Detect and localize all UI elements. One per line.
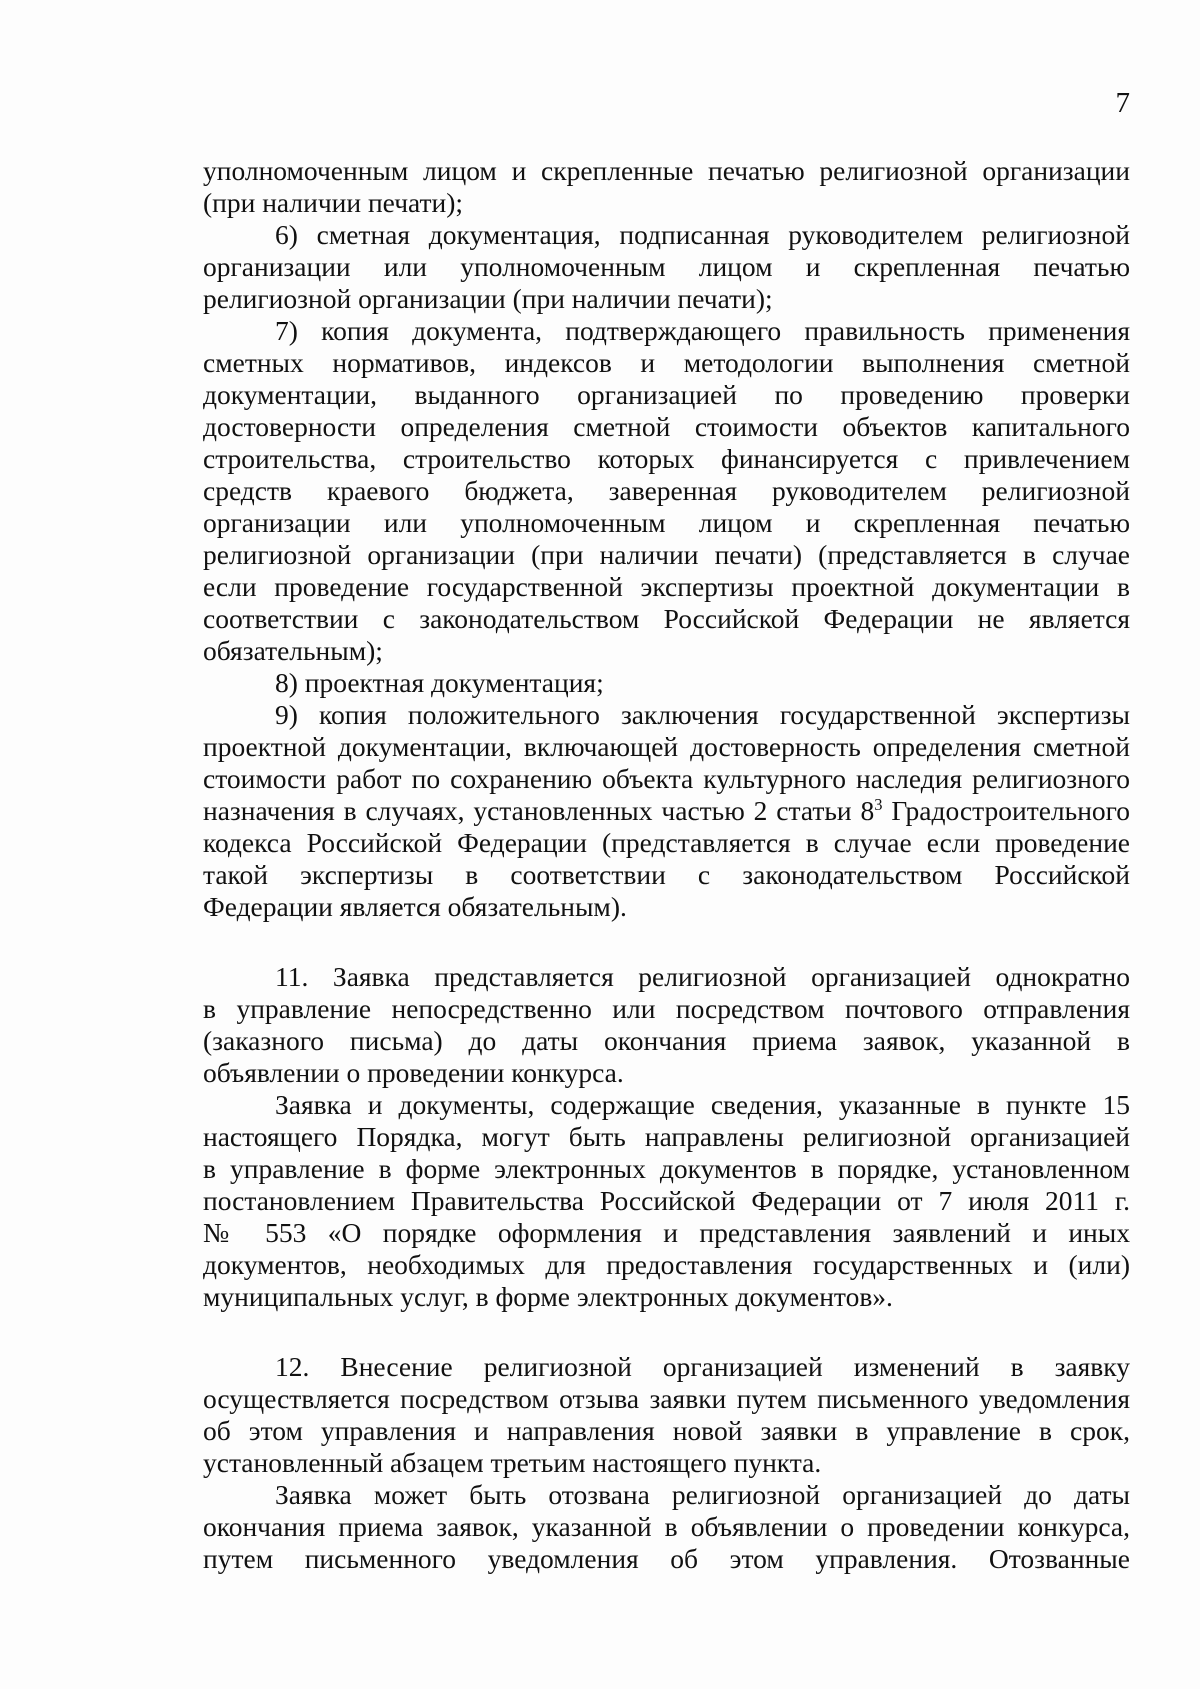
text-line: такой экспертизы в соответствии с законодательством Российской (203, 859, 1130, 890)
paragraph-section-11 (203, 961, 1130, 1089)
text-line: настоящего Порядка, могут быть направлены религиозной организацией (203, 1121, 1130, 1152)
text-line: проектной документации, включающей достоверность определения сметной (203, 731, 1130, 762)
superscript: 3 (874, 795, 883, 815)
text-line: религиозной организации (при наличии печати); (203, 283, 773, 314)
text-line: Федерации является обязательным). (203, 891, 627, 922)
paragraph-item-6 (203, 219, 1130, 315)
text-line: в управление непосредственно или посредством почтового отправления (203, 993, 1130, 1024)
text-line: документации, выданного организацией по проведению проверки (203, 379, 1130, 410)
text-line: постановлением Правительства Российской Федерации от 7 июля 2011 г. (203, 1185, 1130, 1216)
text-line: обязательным); (203, 635, 383, 666)
text-line: об этом управления и направления новой заявки в управление в срок, (203, 1415, 1130, 1446)
text-fragment: назначения в случаях, установленных частью 2 статьи 8 (203, 795, 875, 826)
text-line: объявлении о проведении конкурса. (203, 1057, 624, 1088)
text-line: сметных нормативов, индексов и методологии выполнения сметной (203, 347, 1130, 378)
paragraph-item-9 (203, 699, 1130, 923)
text-line: соответствии с законодательством Российской Федерации не является (203, 603, 1130, 634)
text-line: Заявка и документы, содержащие сведения, указанные в пункте 15 (275, 1089, 1130, 1120)
text-line: религиозной организации (при наличии печати) (представляется в случае (203, 539, 1130, 570)
paragraph-gap (203, 1313, 1130, 1351)
text-line: путем письменного уведомления об этом управления. Отозванные (203, 1543, 1130, 1574)
text-line: 9) копия положительного заключения государственной экспертизы (275, 699, 1130, 730)
text-line: осуществляется посредством отзыва заявки путем письменного уведомления (203, 1383, 1130, 1414)
text-line: если проведение государственной экспертизы проектной документации в (203, 571, 1130, 602)
paragraph-item-8 (203, 667, 1130, 699)
text-line: организации или уполномоченным лицом и скрепленная печатью (203, 507, 1130, 538)
document-body (203, 155, 1130, 1575)
text-line: 6) сметная документация, подписанная руководителем религиозной (275, 219, 1130, 250)
text-line: достоверности определения сметной стоимости объектов капитального (203, 411, 1130, 442)
text-line: 12. Внесение религиозной организацией изменений в заявку (275, 1351, 1130, 1382)
paragraph-item-7 (203, 315, 1130, 667)
text-line-with-superscript (203, 795, 1130, 827)
text-line: 11. Заявка представляется религиозной организацией однократно (275, 961, 1130, 992)
text-line: строительства, строительство которых финансируется с привлечением (203, 443, 1130, 474)
text-line: 8) проектная документация; (275, 667, 604, 698)
text-line: кодекса Российской Федерации (представляется в случае если проведение (203, 827, 1130, 858)
text-line: окончания приема заявок, указанной в объявлении о проведении конкурса, (203, 1511, 1130, 1542)
text-line: стоимости работ по сохранению объекта культурного наследия религиозного (203, 763, 1130, 794)
text-line: в управление в форме электронных документов в порядке, установленном (203, 1153, 1130, 1184)
text-line: № 553 «О порядке оформления и представления заявлений и иных (203, 1217, 1130, 1248)
text-fragment: Градостроительного (882, 795, 1131, 826)
text-line: организации или уполномоченным лицом и скрепленная печатью (203, 251, 1130, 282)
page-number: 7 (1115, 87, 1130, 119)
text-line: 7) копия документа, подтверждающего правильность применения (275, 315, 1130, 346)
text-line: (заказного письма) до даты окончания приема заявок, указанной в (203, 1025, 1130, 1056)
paragraph-section-11-electronic (203, 1089, 1130, 1313)
text-line: уполномоченным лицом и скрепленные печатью религиозной организации (203, 155, 1130, 186)
text-line: (при наличии печати); (203, 187, 464, 218)
text-line: Заявка может быть отозвана религиозной организацией до даты (275, 1479, 1130, 1510)
text-line: установленный абзацем третьим настоящего пункта. (203, 1447, 822, 1478)
text-line: муниципальных услуг, в форме электронных документов». (203, 1281, 893, 1312)
text-line: средств краевого бюджета, заверенная руководителем религиозной (203, 475, 1130, 506)
text-line: документов, необходимых для предоставления государственных и (или) (203, 1249, 1130, 1280)
paragraph-section-12-withdrawal (203, 1479, 1130, 1575)
paragraph-item-5-continuation (203, 155, 1130, 219)
paragraph-section-12 (203, 1351, 1130, 1479)
paragraph-gap (203, 923, 1130, 961)
